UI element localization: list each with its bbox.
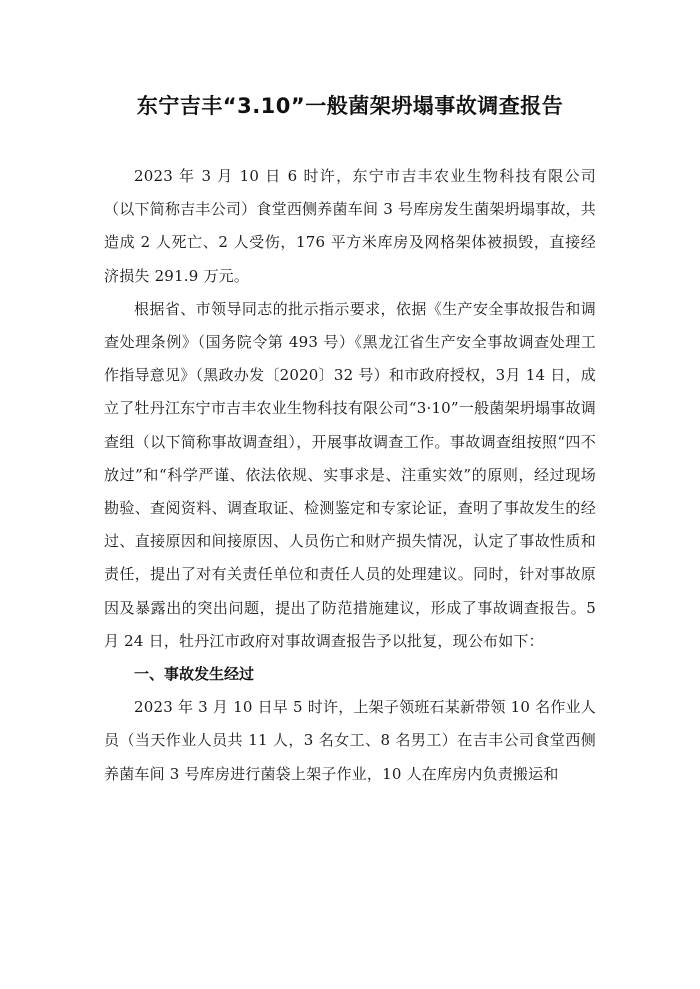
paragraph-accident-summary: 2023 年 3 月 10 日 6 时许，东宁市吉丰农业生物科技有限公司（以下简称吉丰公司）食堂西侧养菌车间 3 号库房发生菌架坍塌事故，共造成 2 人死亡、2 人受伤，176 平方米库房及网格架体被损毁，直接经济损失 291.9 万元。 <box>104 167 596 285</box>
paragraph-investigation-basis: 根据省、市领导同志的批示指示要求，依据《生产安全事故报告和调查处理条例》（国务院令第 493 号）《黑龙江省生产安全事故调查处理工作指导意见》（黑政办发〔2020〕32 号）和市政府授权，3月 14 日，成立了牡丹江东宁市吉丰农业生物科技有限公司“3·10”一般菌架坍塌事故调查组（以下简称事故调查组），开展事故调查工作。事故调查组按照“四不放过”和“科学严谨、依法依规、实事求是、注重实效”的原则，经过现场勘验、查阅资料、调查取证、检测鉴定和专家论证，查明了事故发生的经过、直接原因和间接原因、人员伤亡和财产损失情况，认定了事故性质和责任，提出了对有关责任单位和责任人员的处理建议。同时，针对事故原因及暴露出的突出问题，提出了防范措施建议，形成了事故调查报告。5 月 24 日，牡丹江市政府对事故调查报告予以批复，现公布如下： <box>104 299 596 650</box>
section-heading-accident-process: 一、事故发生经过 <box>134 665 255 684</box>
paragraph-accident-process: 2023 年 3 月 10 日早 5 时许，上架子领班石某新带领 10 名作业人员（当天作业人员共 11 人，3 名女工、8 名男工）在吉丰公司食堂西侧养菌车间 3 号库房进行菌袋上架子作业，10 人在库房内负责搬运和 <box>104 698 596 783</box>
document-title: 东宁吉丰“3.10”一般菌架坍塌事故调查报告 <box>136 94 564 118</box>
document-body <box>104 160 596 791</box>
